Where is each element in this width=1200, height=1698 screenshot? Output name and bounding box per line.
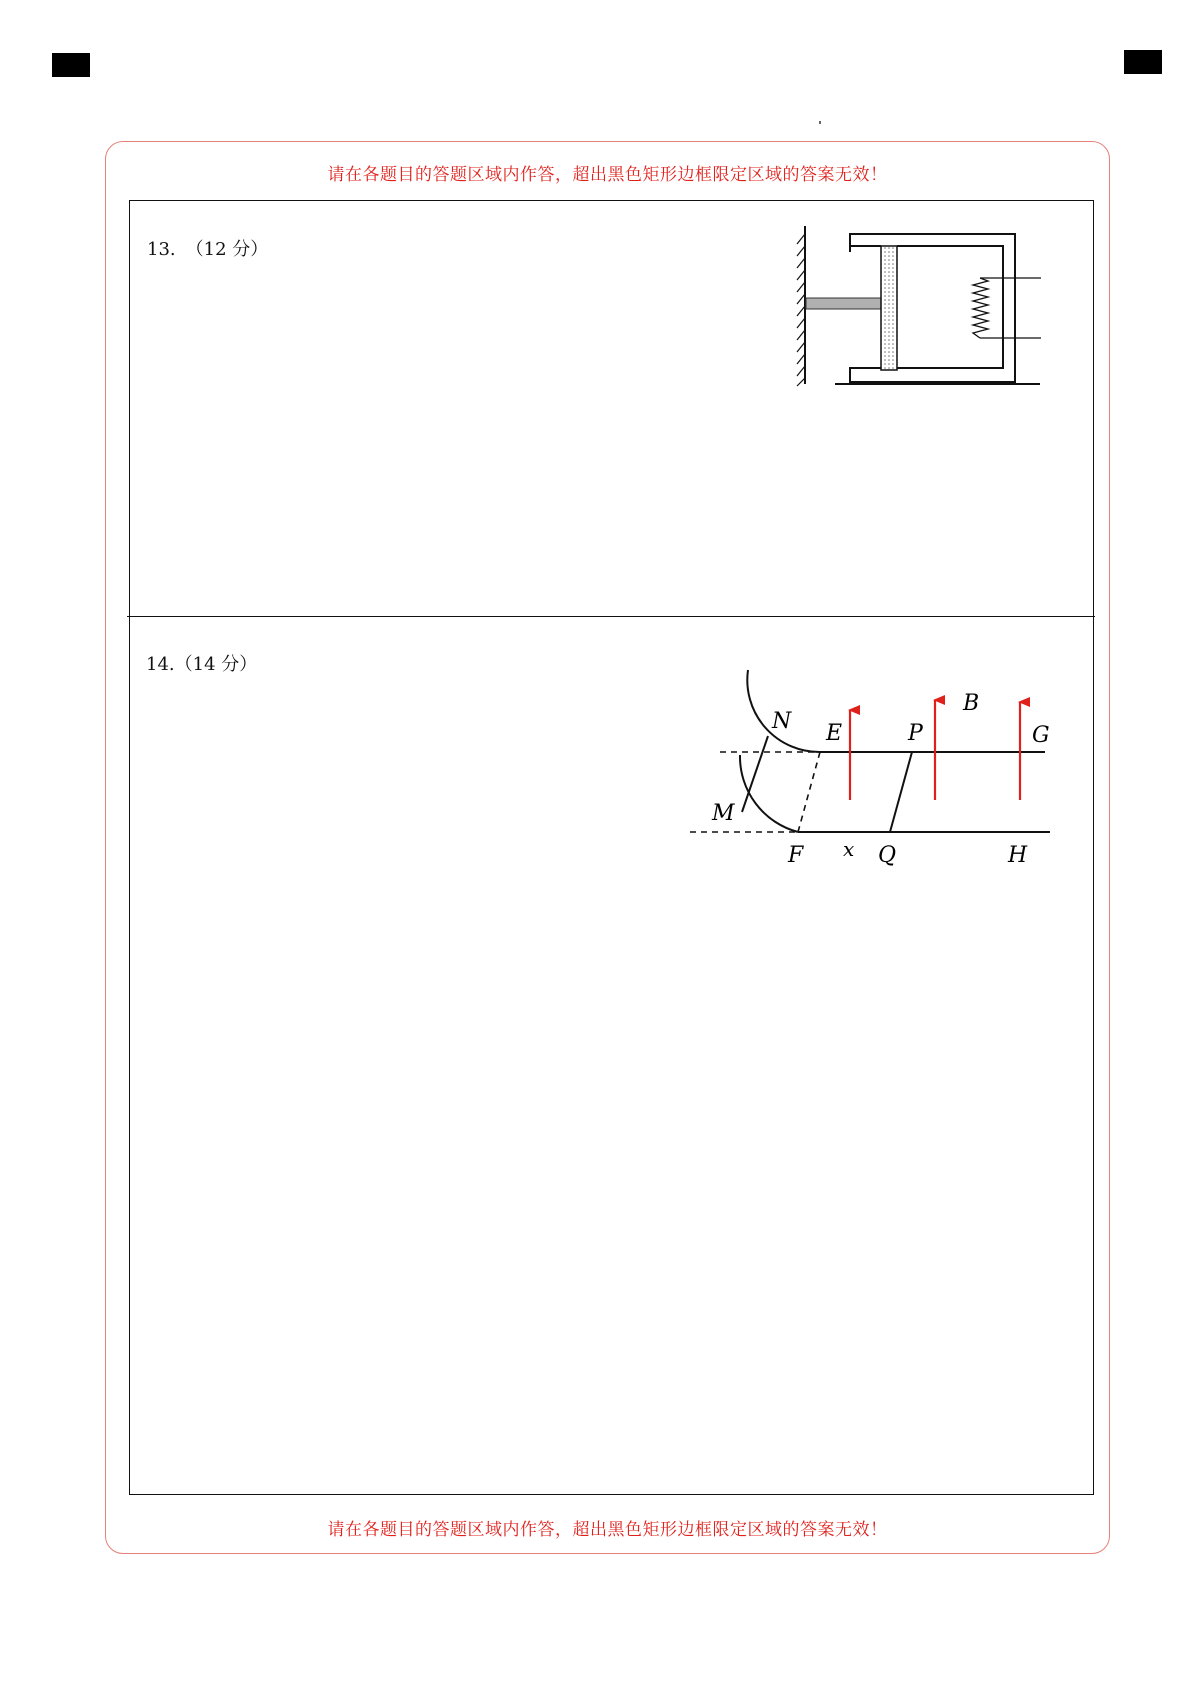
- scan-speck: [819, 121, 821, 124]
- question-divider: [127, 616, 1095, 617]
- figure-13-cylinder-piston: [795, 222, 1045, 392]
- label-G: G: [1032, 723, 1050, 748]
- label-E: E: [826, 721, 843, 746]
- registration-mark-left: [52, 53, 90, 77]
- label-P: P: [908, 721, 923, 746]
- notice-top: 请在各题目的答题区域内作答，超出黑色矩形边框限定区域的答案无效！: [327, 165, 888, 185]
- label-Q: Q: [878, 843, 897, 868]
- label-x: x: [843, 837, 855, 861]
- label-M: M: [712, 801, 735, 826]
- rod-MN: [742, 736, 768, 812]
- fixed-wall: [797, 226, 805, 386]
- figure-14-rails-magnetic-field: [680, 660, 1060, 880]
- question-14-score: （14 分）: [174, 654, 258, 675]
- question-13-score: （12 分）: [185, 239, 269, 260]
- connecting-rod: [806, 298, 881, 309]
- dashed-EF: [798, 752, 820, 832]
- question-14-header: [146, 650, 257, 676]
- question-13-header: [147, 235, 268, 261]
- rod-PQ: [890, 752, 912, 832]
- question-13-number: 13.: [147, 239, 176, 260]
- question-14-number: 14.: [146, 654, 175, 675]
- label-H: H: [1008, 843, 1028, 868]
- notice-bottom: 请在各题目的答题区域内作答，超出黑色矩形边框限定区域的答案无效！: [327, 1520, 888, 1540]
- heating-wire: [973, 278, 1041, 338]
- registration-mark-right: [1124, 50, 1162, 74]
- label-N: N: [772, 709, 792, 734]
- label-B: B: [963, 691, 980, 716]
- label-F: F: [788, 843, 804, 868]
- piston: [881, 246, 897, 370]
